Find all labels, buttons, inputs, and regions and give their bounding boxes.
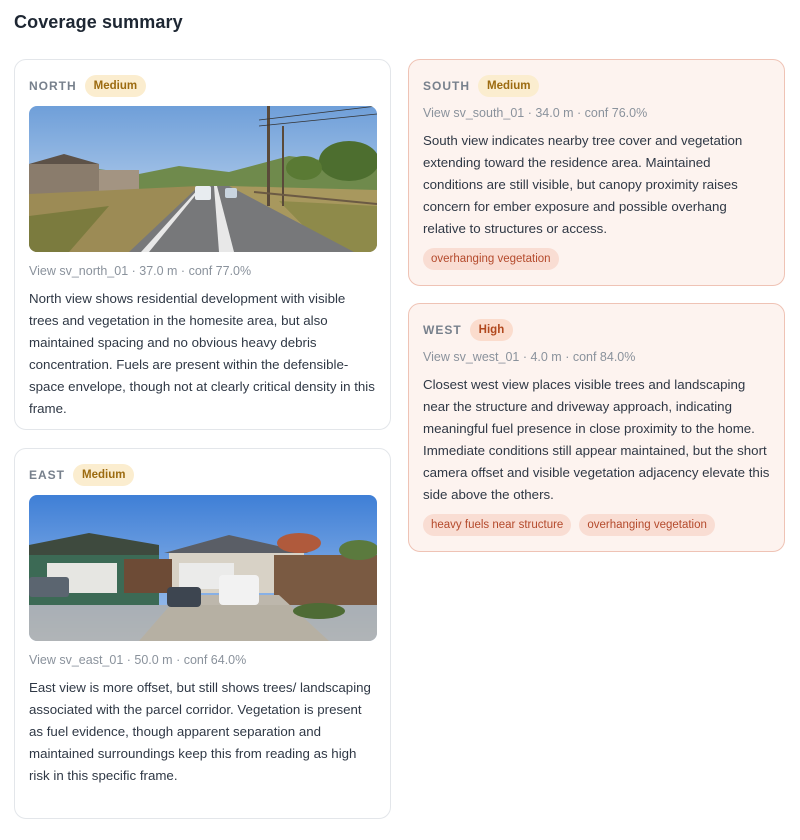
south-description: South view indicates nearby tree cover and vegetation extending toward the residence area. Maintained conditions are still visible, but canopy proximity raises concern for ember exposure and possible overhang relative to structures or access. <box>423 133 743 236</box>
east-description: East view is more offset, but still shows trees/ landscaping associated with the parcel corridor. Vegetation is present as fuel evidence, though apparent separation and maintained surroundings keep this from reading as high risk in this specific frame. <box>29 680 371 783</box>
south-risk-badge: Medium <box>478 75 539 97</box>
west-card-header <box>423 318 770 342</box>
south-card-header <box>423 74 770 98</box>
north-risk-badge: Medium <box>85 75 146 97</box>
west-description: Closest west view places visible trees and landscaping near the structure and driveway approach, indicating meaningful fuel presence in close proximity to the home. Immediate conditions still appear maintained, but the short camera offset and visible vegetation adjacency elevate this side above the others. <box>423 377 770 502</box>
north-description: North view shows residential development with visible trees and vegetation in the homesite area, but also maintained spacing and no obvious heavy debris concentration. Fuels are present within the defensible-space envelope, though not at clearly critical density in this frame. <box>29 291 375 416</box>
east-direction-label: EAST <box>29 468 66 482</box>
south-direction-label: SOUTH <box>423 79 470 93</box>
east-card-header <box>29 463 376 487</box>
north-view-meta: View sv_north_01 · 37.0 m · conf 77.0% <box>29 264 252 278</box>
west-card <box>408 303 785 552</box>
west-risk-badge: High <box>470 319 514 341</box>
south-view-meta: View sv_south_01 · 34.0 m · conf 76.0% <box>423 106 648 120</box>
north-card <box>14 59 391 430</box>
east-view-meta: View sv_east_01 · 50.0 m · conf 64.0% <box>29 653 247 667</box>
tag-overhanging-vegetation: overhanging vegetation <box>423 248 559 270</box>
north-direction-label: NORTH <box>29 79 77 93</box>
page-title: Coverage summary <box>14 12 183 32</box>
south-card <box>408 59 785 286</box>
west-direction-label: WEST <box>423 323 462 337</box>
tag-overhanging-vegetation: overhanging vegetation <box>579 514 715 536</box>
north-street-view-image[interactable] <box>29 106 377 252</box>
east-card <box>14 448 391 819</box>
tag-heavy-fuels-near-structure: heavy fuels near structure <box>423 514 571 536</box>
west-tags <box>423 514 770 536</box>
east-street-view-image[interactable] <box>29 495 377 641</box>
east-risk-badge: Medium <box>73 464 134 486</box>
south-tags <box>423 248 770 270</box>
north-card-header <box>29 74 376 98</box>
west-view-meta: View sv_west_01 · 4.0 m · conf 84.0% <box>423 350 636 364</box>
